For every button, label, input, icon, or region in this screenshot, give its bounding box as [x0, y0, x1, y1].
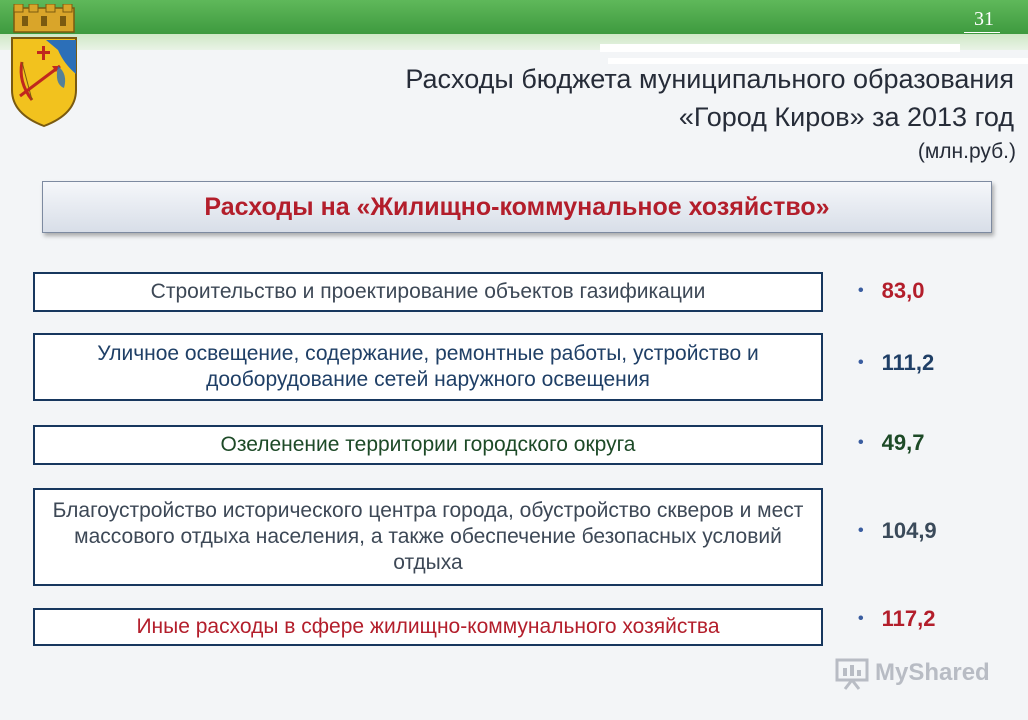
unit-label: (млн.руб.)	[917, 140, 1016, 163]
expense-value	[858, 278, 924, 304]
expense-item-label: Иные расходы в сфере жилищно-коммунального хозяйства	[136, 615, 720, 638]
bullet-icon: •	[858, 282, 864, 299]
expense-item-label: Строительство и проектирование объектов газификации	[150, 280, 706, 303]
bullet-icon: •	[858, 434, 864, 451]
expense-value-text: 117,2	[881, 606, 936, 631]
expense-item-label: Уличное освещение, содержание, ремонтные работы, устройство и дооборудование сетей наружного освещения	[97, 342, 759, 391]
section-header: Расходы на «Жилищно-коммунальное хозяйство»	[42, 181, 992, 233]
bullet-icon: •	[858, 354, 864, 371]
title-line-1: Расходы бюджета муниципального образования	[405, 64, 1014, 94]
expense-value	[858, 606, 935, 632]
bullet-icon: •	[858, 522, 864, 539]
watermark	[835, 655, 990, 691]
expense-item-label: Благоустройство исторического центра города, обустройство скверов и мест массового отдыха населения, а также обеспечение безопасных условий отдыха	[52, 499, 804, 574]
expense-item-label: Озеленение территории городского округа	[220, 433, 636, 456]
expense-value-text: 104,9	[881, 518, 937, 543]
expense-item	[33, 425, 823, 465]
bullet-icon: •	[858, 610, 864, 627]
presentation-board-icon	[835, 656, 869, 690]
expense-value-text: 111,2	[881, 350, 935, 375]
coat-of-arms-icon	[6, 4, 82, 128]
expense-item	[33, 608, 823, 646]
expense-item	[33, 488, 823, 586]
page-number: 31	[974, 8, 994, 30]
decorative-strip	[600, 44, 960, 52]
slide-title	[254, 60, 1014, 136]
expense-value-text: 83,0	[881, 278, 925, 303]
expense-item	[33, 333, 823, 401]
watermark-text: MyShared	[875, 659, 990, 686]
expense-value	[858, 350, 934, 376]
page-number-underline	[964, 32, 1000, 33]
top-banner	[0, 0, 1028, 34]
expense-value	[858, 430, 924, 456]
title-line-2: «Город Киров» за 2013 год	[678, 102, 1014, 132]
expense-value	[858, 518, 937, 544]
expense-item	[33, 272, 823, 312]
expense-value-text: 49,7	[881, 430, 925, 455]
